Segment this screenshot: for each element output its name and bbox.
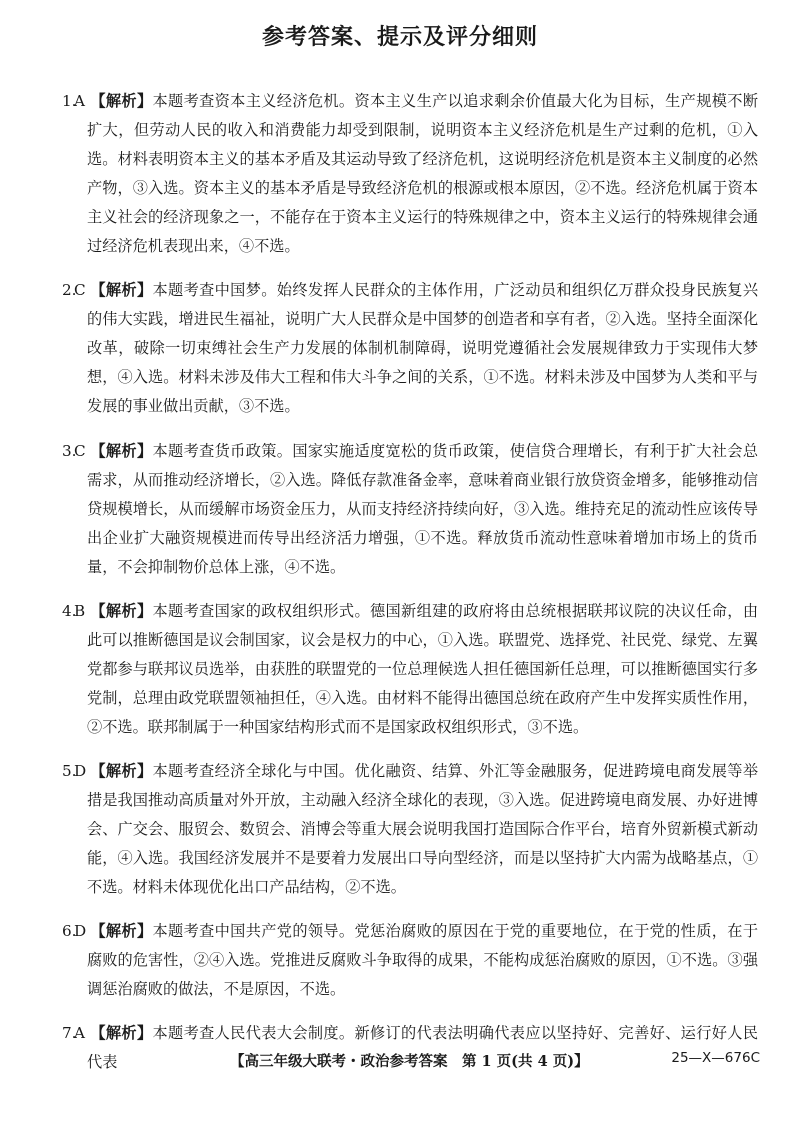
answer-number: 4. (62, 601, 77, 620)
analysis-tag: 【解析】 (90, 761, 153, 780)
footer-code: 25—X—676C (671, 1050, 760, 1066)
page-footer (0, 1050, 800, 1074)
analysis-tag: 【解析】 (90, 281, 153, 300)
answer-number: 5. (62, 761, 77, 780)
answer-choice: A (74, 92, 85, 111)
answer-text: 本题考查国家的政权组织形式。德国新组建的政府将由总统根据联邦议院的决议任命，由此可以推断德国是议会制国家，议会是权力的中心，①入选。联盟党、选择党、社民党、绿党、左翼党都参与联邦议员选举，由获胜的联盟党的一位总理候选人担任德国新任总理，可以推断德国实行多党制，总理由政党联盟领袖担任，④入选。由材料不能得出德国总统在政府产生中发挥实质性作用，②不选。联邦制属于一种国家结构形式而不是国家政权组织形式，③不选。 (87, 601, 759, 736)
answer-number: 2. (62, 281, 77, 300)
analysis-tag: 【解析】 (90, 922, 153, 941)
answer-item (62, 437, 758, 582)
answer-number: 3. (62, 441, 77, 460)
analysis-tag: 【解析】 (90, 1024, 153, 1043)
page-title: 参考答案、提示及评分细则 (261, 24, 538, 50)
answer-choice: D (74, 922, 87, 941)
answer-number: 7. (62, 1024, 77, 1043)
answer-choice: A (74, 1024, 85, 1043)
answer-list (62, 72, 758, 1081)
analysis-tag: 【解析】 (90, 441, 153, 460)
answer-text: 本题考查经济全球化与中国。优化融资、结算、外汇等金融服务，促进跨境电商发展等举措是我国推动高质量对外开放，主动融入经济全球化的表现，③入选。促进跨境电商发展、办好进博会、广交会、服贸会、数贸会、消博会等重大展会说明我国打造国际合作平台，培育外贸新模式新动能，④入选。我国经济发展并不是要着力发展出口导向型经济，而是以坚持扩大内需为战略基点，①不选。材料未体现优化出口产品结构，②不选。 (87, 761, 759, 896)
answer-item (62, 917, 758, 1004)
answer-text: 本题考查资本主义经济危机。资本主义生产以追求剩余价值最大化为目标，生产规模不断扩大，但劳动人民的收入和消费能力却受到限制，说明资本主义经济危机是生产过剩的危机，①入选。材料表明资本主义的基本矛盾及其运动导致了经济危机，这说明经济危机是资本主义制度的必然产物，③入选。资本主义的基本矛盾是导致经济危机的根源或根本原因，②不选。经济危机属于资本主义社会的经济现象之一，不能存在于资本主义运行的特殊规律之中，资本主义运行的特殊规律会通过经济危机表现出来，④不选。 (87, 92, 759, 256)
answer-text: 本题考查中国梦。始终发挥人民群众的主体作用，广泛动员和组织亿万群众投身民族复兴的伟大实践，增进民生福祉，说明广大人民群众是中国梦的创造者和享有者，②入选。坚持全面深化改革，破除一切束缚社会生产力发展的体制机制障碍，说明党遵循社会发展规律致力于实现伟大梦想，④入选。材料未涉及伟大工程和伟大斗争之间的关系，①不选。材料未涉及中国梦为人类和平与发展的事业做出贡献，③不选。 (87, 281, 759, 416)
answer-number: 1. (62, 92, 77, 111)
answer-choice: C (74, 281, 86, 300)
answer-number: 6. (62, 922, 77, 941)
analysis-tag: 【解析】 (90, 601, 153, 620)
analysis-tag: 【解析】 (90, 92, 153, 111)
answer-item (62, 87, 758, 261)
answer-text: 本题考查货币政策。国家实施适度宽松的货币政策，使信贷合理增长，有利于扩大社会总需求，从而推动经济增长，②入选。降低存款准备金率，意味着商业银行放贷资金增多，能够推动信贷规模增长，从而缓解市场资金压力，从而支持经济持续向好，③入选。维持充足的流动性应该传导出企业扩大融资规模进而传导出经济活力增强，①不选。释放货币流动性意味着增加市场上的货币量，不会抑制物价总体上涨，④不选。 (87, 441, 759, 576)
answer-text: 本题考查中国共产党的领导。党惩治腐败的原因在于党的重要地位，在于党的性质，在于腐败的危害性，②④入选。党推进反腐败斗争取得的成果，不能构成惩治腐败的原因，①不选。③强调惩治腐败的做法，不是原因，不选。 (87, 922, 759, 999)
answer-choice: D (74, 761, 87, 780)
answer-item (62, 757, 758, 902)
answer-text: 本题考查人民代表大会制度。新修订的代表法明确代表应以坚持好、完善好、运行好人民代表 (87, 1024, 759, 1072)
answer-choice: B (74, 601, 86, 620)
answer-item (62, 597, 758, 742)
answer-item (62, 276, 758, 421)
answer-choice: C (74, 441, 86, 460)
footer-page-info: 【高三年级大联考・政治参考答案 第 1 页(共 4 页)】 (230, 1053, 589, 1070)
